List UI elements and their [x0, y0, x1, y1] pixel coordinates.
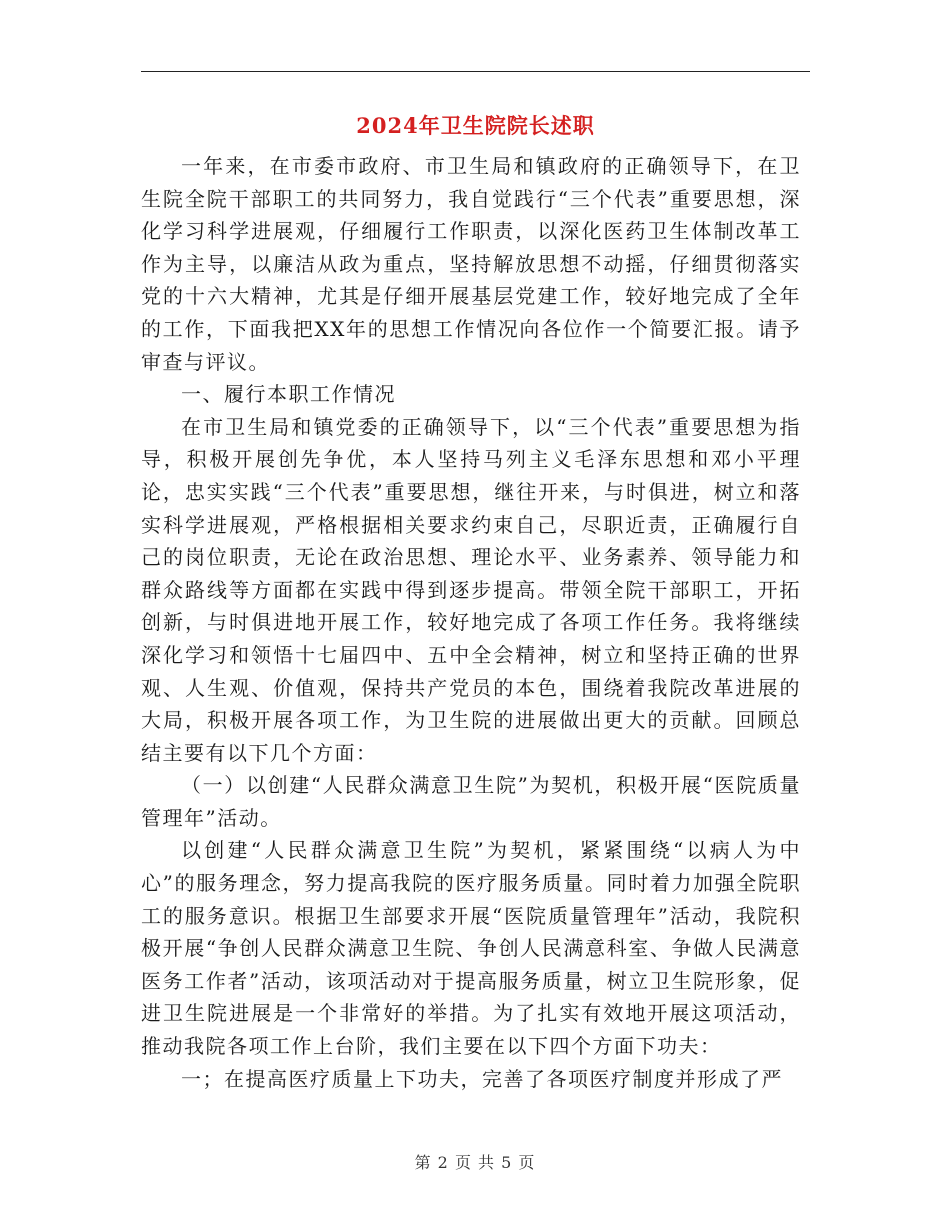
document-title: 2024年卫生院院长述职: [356, 113, 595, 138]
section-heading-1: 一、履行本职工作情况: [181, 382, 396, 407]
paragraph-duties: 在市卫生局和镇党委的正确领导下，以“三个代表”重要思想为指导，积极开展创先争优，本人坚持马列主义毛泽东思想和邓小平理论，忠实实践“三个代表”重要思想，继往开来，与时俱进，树立和落实科学进展观，严格根据相关要求约束自己，尽职近责，正确履行自己的岗位职责，无论在政治思想、理论水平、业务素养、领导能力和群众路线等方面都在实践中得到逐步提高。带领全院干部职工，开拓创新，与时俱进地开展工作，较好地完成了各项工作任务。我将继续深化学习和领悟十七届四中、五中全会精神，树立和坚持正确的世界观、人生观、价值观，保持共产党员的本色，围绕着我院改革进展的大局，积极开展各项工作，为卫生院的进展做出更大的贡献。回顾总结主要有以下几个方面：: [141, 414, 801, 765]
paragraph-intro: 一年来，在市委市政府、市卫生局和镇政府的正确领导下，在卫生院全院干部职工的共同努力，我自觉践行“三个代表”重要思想，深化学习科学进展观，仔细履行工作职责，以深化医药卫生体制改革工作为主导，以廉洁从政为重点，坚持解放思想不动摇，仔细贯彻落实党的十六大精神，尤其是仔细开展基层党建工作，较好地完成了全年的工作，下面我把XX年的思想工作情况向各位作一个简要汇报。请予审查与评议。: [141, 154, 801, 374]
paragraph-quality-year: 以创建“人民群众满意卫生院”为契机，紧紧围绕“以病人为中心”的服务理念，努力提高我院的医疗服务质量。同时着力加强全院职工的服务意识。根据卫生部要求开展“医院质量管理年”活动，我院积极开展“争创人民群众满意卫生院、争创人民满意科室、争做人民满意医务工作者”活动，该项活动对于提高服务质量，树立卫生院形象，促进卫生院进展是一个非常好的举措。为了扎实有效地开展这项活动，推动我院各项工作上台阶，我们主要在以下四个方面下功夫：: [141, 838, 801, 1059]
header-rule: [141, 71, 810, 72]
document-body: [141, 150, 801, 1095]
page-number: 第 2 页 共 5 页: [414, 1153, 536, 1172]
paragraph-point-1: 一；在提高医疗质量上下功夫，完善了各项医疗制度并形成了严: [181, 1066, 783, 1091]
subsection-heading-1: （一）以创建“人民群众满意卫生院”为契机，积极开展“医院质量管理年”活动。: [141, 773, 801, 830]
